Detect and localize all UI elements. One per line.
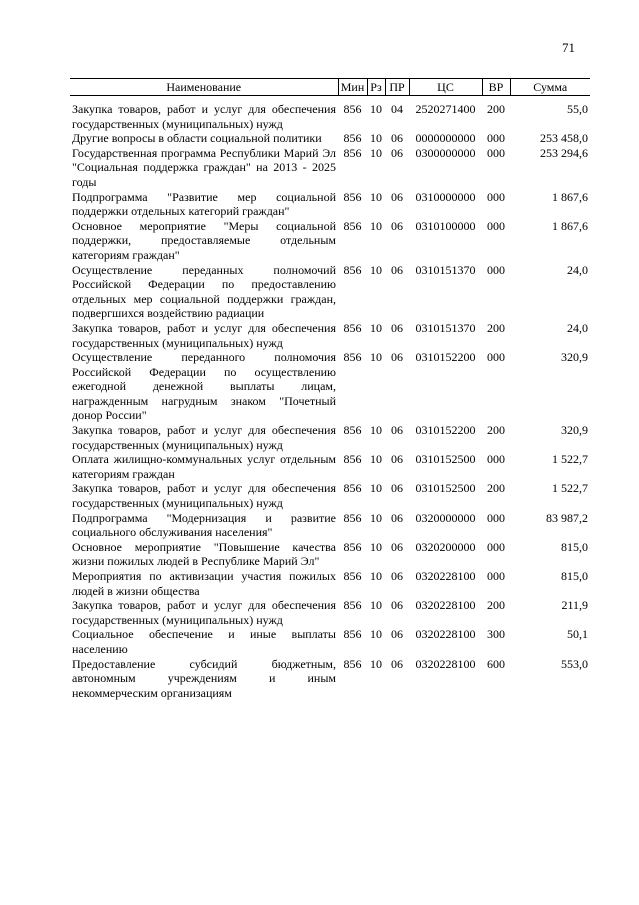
cell-sum: 815,0: [561, 569, 588, 583]
cell-sum: 1 522,7: [552, 481, 588, 496]
cell-vr: 600: [487, 656, 505, 671]
cell-vr: 200: [487, 481, 505, 496]
cell-pr: 06: [391, 262, 403, 277]
header-vr: ВР: [482, 79, 510, 96]
cell-pr: 06: [391, 481, 403, 496]
cell-cs: 0320228100: [415, 569, 476, 583]
table-row: [70, 263, 590, 321]
cell-rz: 10: [370, 320, 382, 335]
cell-rz: 10: [370, 350, 382, 365]
header-rz: Рз: [367, 79, 385, 96]
table-row: [70, 627, 590, 656]
cell-name: Осуществление переданного полномочия Российской Федерации по осуществлению ежегодной денежной выплаты лицам, награжденным нагрудным знаком "Почетный донор России": [72, 350, 336, 423]
cell-pr: 06: [391, 627, 403, 642]
cell-name: Закупка товаров, работ и услуг для обеспечения государственных (муниципальных) нужд: [72, 320, 336, 350]
cell-min: 856: [343, 320, 362, 335]
cell-cs: 0310100000: [415, 218, 476, 233]
cell-min: 856: [343, 598, 362, 613]
cell-name: Закупка товаров, работ и услуг для обеспечения государственных (муниципальных) нужд: [72, 423, 336, 452]
header-sum: Сумма: [510, 79, 590, 96]
cell-min: 856: [343, 481, 362, 496]
cell-pr: 06: [391, 350, 403, 365]
cell-rz: 10: [370, 218, 382, 233]
cell-pr: 06: [391, 423, 403, 438]
cell-pr: 06: [391, 218, 403, 233]
cell-cs: 0310000000: [415, 189, 476, 204]
cell-vr: 000: [487, 189, 505, 204]
cell-sum: 55,0: [567, 102, 588, 116]
cell-sum: 253 294,6: [540, 145, 588, 160]
cell-min: 856: [343, 218, 362, 233]
cell-name: Осуществление переданных полномочий Российской Федерации по предоставлению отдельных мер социальной поддержки граждан, подвергшихся воздействию радиации: [72, 262, 336, 321]
cell-name: Основное мероприятие "Повышение качества жизни пожилых людей в Республике Марий Эл": [72, 539, 336, 569]
cell-name: Мероприятия по активизации участия пожилых людей в жизни общества: [72, 569, 336, 598]
cell-rz: 10: [370, 627, 382, 642]
cell-cs: 0320000000: [415, 510, 476, 525]
cell-rz: 10: [370, 189, 382, 204]
cell-rz: 10: [370, 539, 382, 554]
cell-name: Предоставление субсидий бюджетным, автономным учреждениям и иным некоммерческим организациям: [72, 656, 336, 700]
table-row: [70, 423, 590, 452]
cell-name: Другие вопросы в области социальной политики: [72, 131, 322, 146]
cell-vr: 200: [487, 423, 505, 438]
cell-vr: 000: [487, 131, 505, 146]
cell-cs: 0310152200: [415, 423, 476, 438]
cell-vr: 000: [487, 145, 505, 160]
cell-cs: 0310152500: [415, 481, 476, 496]
cell-sum: 24,0: [567, 320, 588, 335]
cell-pr: 06: [391, 569, 403, 583]
cell-name: Государственная программа Республики Марий Эл "Социальная поддержка граждан" на 2013 - 2025 годы: [72, 145, 336, 189]
table-row: [70, 452, 590, 481]
cell-min: 856: [343, 510, 362, 525]
cell-min: 856: [343, 262, 362, 277]
cell-vr: 300: [487, 627, 505, 642]
header-pr: ПР: [385, 79, 409, 96]
cell-cs: 0320228100: [415, 627, 476, 642]
cell-cs: 0320228100: [415, 656, 476, 671]
cell-cs: 0000000000: [415, 131, 476, 146]
cell-rz: 10: [370, 569, 382, 583]
cell-min: 856: [343, 189, 362, 204]
cell-name: Закупка товаров, работ и услуг для обеспечения государственных (муниципальных) нужд: [72, 481, 336, 511]
cell-name: Социальное обеспечение и иные выплаты населению: [72, 627, 336, 656]
cell-cs: 2520271400: [415, 102, 476, 116]
cell-vr: 200: [487, 598, 505, 613]
table-row: [70, 190, 590, 219]
cell-sum: 320,9: [561, 350, 588, 365]
cell-pr: 06: [391, 320, 403, 335]
cell-min: 856: [343, 145, 362, 160]
cell-sum: 50,1: [567, 627, 588, 642]
cell-vr: 000: [487, 510, 505, 525]
cell-vr: 000: [487, 452, 505, 467]
cell-min: 856: [343, 656, 362, 671]
cell-rz: 10: [370, 481, 382, 496]
cell-pr: 06: [391, 189, 403, 204]
cell-pr: 06: [391, 131, 403, 146]
header-name: Наименование: [70, 79, 338, 96]
cell-min: 856: [343, 452, 362, 467]
cell-rz: 10: [370, 145, 382, 160]
cell-min: 856: [343, 569, 362, 583]
cell-name: Подпрограмма "Развитие мер социальной поддержки отдельных категорий граждан": [72, 189, 336, 219]
cell-cs: 0310151370: [415, 320, 476, 335]
cell-name: Основное мероприятие "Меры социальной поддержки, предоставляемые отдельным категориям граждан": [72, 218, 336, 262]
cell-vr: 200: [487, 102, 505, 116]
cell-name: Подпрограмма "Модернизация и развитие социального обслуживания населения": [72, 510, 336, 540]
cell-vr: 000: [487, 539, 505, 554]
table-row: [70, 146, 590, 190]
cell-cs: 0310152200: [415, 350, 476, 365]
cell-rz: 10: [370, 102, 382, 116]
cell-sum: 24,0: [567, 262, 588, 277]
header-cs: ЦС: [409, 79, 482, 96]
cell-pr: 06: [391, 145, 403, 160]
table-row: [70, 569, 590, 598]
cell-sum: 253 458,0: [540, 131, 588, 146]
table-body: [70, 96, 590, 701]
cell-sum: 1 522,7: [552, 452, 588, 467]
cell-sum: 1 867,6: [552, 218, 588, 233]
cell-sum: 83 987,2: [546, 510, 588, 525]
cell-rz: 10: [370, 598, 382, 613]
cell-pr: 06: [391, 452, 403, 467]
cell-rz: 10: [370, 452, 382, 467]
cell-min: 856: [343, 350, 362, 365]
cell-pr: 06: [391, 539, 403, 554]
cell-rz: 10: [370, 262, 382, 277]
cell-vr: 000: [487, 262, 505, 277]
cell-rz: 10: [370, 656, 382, 671]
cell-vr: 200: [487, 320, 505, 335]
cell-pr: 06: [391, 598, 403, 613]
cell-min: 856: [343, 423, 362, 438]
page-number: 71: [562, 40, 575, 55]
cell-rz: 10: [370, 131, 382, 146]
table-row: [70, 481, 590, 510]
table-row: [70, 511, 590, 540]
cell-min: 856: [343, 539, 362, 554]
cell-sum: 320,9: [561, 423, 588, 438]
cell-cs: 0310152500: [415, 452, 476, 467]
cell-cs: 0300000000: [415, 145, 476, 160]
cell-name: Закупка товаров, работ и услуг для обеспечения государственных (муниципальных) нужд: [72, 598, 336, 627]
budget-table: [70, 78, 590, 700]
table-row: [70, 219, 590, 263]
cell-sum: 1 867,6: [552, 189, 588, 204]
cell-min: 856: [343, 131, 362, 146]
table-row: [70, 540, 590, 569]
cell-rz: 10: [370, 423, 382, 438]
cell-min: 856: [343, 627, 362, 642]
cell-vr: 000: [487, 350, 505, 365]
cell-vr: 000: [487, 218, 505, 233]
cell-cs: 0310151370: [415, 262, 476, 277]
table-row: [70, 321, 590, 350]
cell-rz: 10: [370, 510, 382, 525]
cell-sum: 211,9: [561, 598, 588, 613]
cell-vr: 000: [487, 569, 505, 583]
header-min: Мин: [338, 79, 367, 96]
cell-name: Оплата жилищно-коммунальных услуг отдельным категориям граждан: [72, 452, 336, 481]
cell-name: Закупка товаров, работ и услуг для обеспечения государственных (муниципальных) нужд: [72, 102, 336, 131]
cell-pr: 06: [391, 656, 403, 671]
table-row: [70, 131, 590, 146]
cell-min: 856: [343, 102, 362, 116]
table-header: [70, 79, 590, 96]
table-row: [70, 657, 590, 701]
cell-cs: 0320228100: [415, 598, 476, 613]
cell-pr: 06: [391, 510, 403, 525]
cell-sum: 815,0: [561, 539, 588, 554]
cell-cs: 0320200000: [415, 539, 476, 554]
cell-sum: 553,0: [561, 656, 588, 671]
table-row: [70, 102, 590, 131]
table-row: [70, 598, 590, 627]
table-row: [70, 350, 590, 423]
cell-pr: 04: [391, 102, 403, 116]
